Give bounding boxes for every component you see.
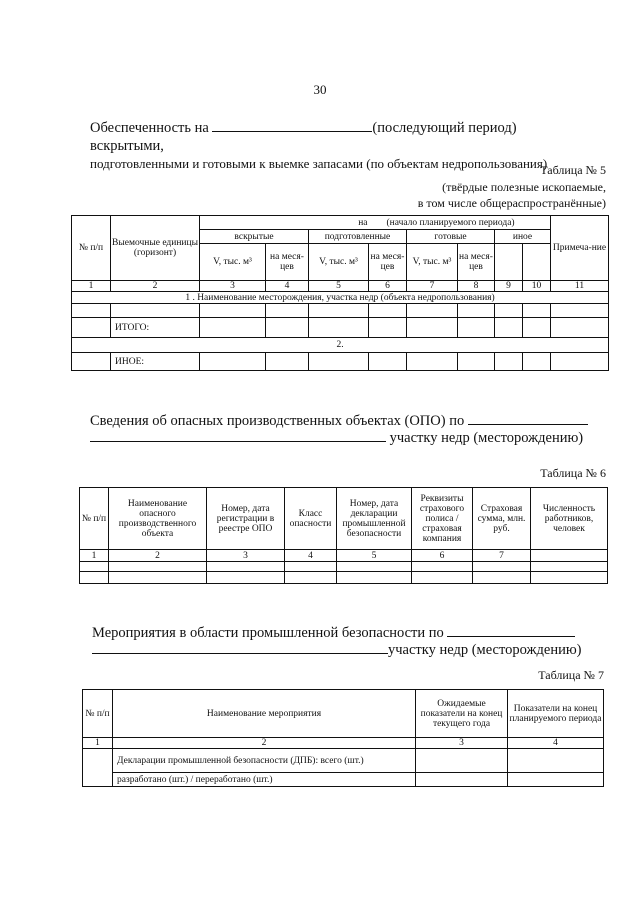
section6-blank1 xyxy=(468,424,588,425)
t5-h-num: № п/п xyxy=(72,216,111,281)
section6-heading-line1: Сведения об опасных производственных объектах (ОПО) по xyxy=(90,413,465,429)
t5-h-other-a xyxy=(495,244,523,281)
table6 xyxy=(79,487,608,584)
section7-heading xyxy=(92,624,602,642)
t7-colnum: 1 xyxy=(83,738,113,749)
t5-colnum: 3 xyxy=(200,281,266,292)
t6-h-reg: Номер, дата регистрации в реестре ОПО xyxy=(207,488,285,550)
t5-h-note: Примеча-ние xyxy=(551,216,609,281)
section6-heading-2 xyxy=(90,429,600,447)
t7-colnum: 3 xyxy=(416,738,508,749)
t5-colnum: 4 xyxy=(266,281,309,292)
page-number: 30 xyxy=(313,82,327,97)
t5-h-months: на меся-цев xyxy=(266,244,309,281)
t5-h-prepared: подготовленные xyxy=(309,230,407,244)
t5-h-other-b xyxy=(523,244,551,281)
t5-h-volume: V, тыс. м³ xyxy=(200,244,266,281)
table7 xyxy=(82,689,604,787)
t5-colnum: 9 xyxy=(495,281,523,292)
section7-heading-2 xyxy=(92,641,602,659)
t5-colnum: 11 xyxy=(551,281,609,292)
t5-row-total: ИТОГО: xyxy=(111,318,200,338)
section7-blank1 xyxy=(447,636,575,637)
section7-blank2 xyxy=(92,653,388,654)
t5-h-start: (начало планируемого периода) xyxy=(369,216,551,230)
t5-h-unit: Выемочные единицы (горизонт) xyxy=(111,216,200,281)
t6-h-class: Класс опасности xyxy=(285,488,337,550)
table5-note-line1: (твёрдые полезные ископаемые, xyxy=(442,180,606,194)
section6-heading-line2: участку недр (месторождению) xyxy=(389,430,584,446)
t5-colnum: 7 xyxy=(407,281,458,292)
t6-h-policy: Реквизиты страхового полиса / страховая компания xyxy=(412,488,473,550)
t5-colnum: 1 xyxy=(72,281,111,292)
t7-h-expected: Ожидаемые показатели на конец текущего года xyxy=(416,690,508,738)
t7-colnum: 2 xyxy=(113,738,416,749)
t7-h-name: Наименование мероприятия xyxy=(113,690,416,738)
t6-colnum: 2 xyxy=(109,550,207,562)
t5-h-na: на xyxy=(200,216,369,230)
t7-colnum: 4 xyxy=(508,738,604,749)
t5-colnum: 10 xyxy=(523,281,551,292)
t6-colnum xyxy=(531,550,608,562)
table7-label: Таблица № 7 xyxy=(538,668,604,682)
t6-colnum: 4 xyxy=(285,550,337,562)
t5-colnum: 2 xyxy=(111,281,200,292)
table5-note-line2: в том числе общераспространённые) xyxy=(417,196,606,210)
t5-h-volume: V, тыс. м³ xyxy=(407,244,458,281)
t5-row-other: ИНОЕ: xyxy=(111,353,200,371)
section5-heading-line2: подготовленными и готовыми к выемке запасами (по объектам недропользования) xyxy=(90,156,548,171)
t6-colnum: 5 xyxy=(337,550,412,562)
table6-label: Таблица № 6 xyxy=(540,466,606,480)
t5-h-ready: готовые xyxy=(407,230,495,244)
section7-heading-line1: Мероприятия в области промышленной безопасности по xyxy=(92,625,444,641)
t7-row-developed: разработано (шт.) / переработано (шт.) xyxy=(113,773,416,787)
t5-h-months: на меся-цев xyxy=(458,244,495,281)
section6-heading xyxy=(90,412,600,430)
t6-colnum: 7 xyxy=(473,550,531,562)
t5-colnum: 8 xyxy=(458,281,495,292)
period-blank xyxy=(212,131,372,132)
t5-row-deposit: 1 . Наименование месторождения, участка недр (объекта недропользования) xyxy=(72,292,609,304)
t7-h-planned: Показатели на конец планируемого периода xyxy=(508,690,604,738)
t5-h-other: иное xyxy=(495,230,551,244)
t7-row-declarations: Декларации промышленной безопасности (ДПБ): всего (шт.) xyxy=(113,749,416,773)
t5-colnum: 5 xyxy=(309,281,369,292)
t6-colnum: 3 xyxy=(207,550,285,562)
section7-heading-line2: участку недр (месторождению) xyxy=(388,642,582,658)
t6-h-name: Наименование опасного производственного объекта xyxy=(109,488,207,550)
section5-heading-pre: Обеспеченность на xyxy=(90,120,213,136)
table5 xyxy=(71,215,609,371)
section6-blank2 xyxy=(90,441,386,442)
t6-h-decl: Номер, дата декларации промышленной безопасности xyxy=(337,488,412,550)
t6-colnum: 6 xyxy=(412,550,473,562)
t7-h-num: № п/п xyxy=(83,690,113,738)
t6-colnum: 1 xyxy=(80,550,109,562)
section5-heading-post: (последующий период) вскрытыми, xyxy=(90,120,517,154)
t5-colnum: 6 xyxy=(369,281,407,292)
t5-h-volume: V, тыс. м³ xyxy=(309,244,369,281)
t5-h-months: на меся-цев xyxy=(369,244,407,281)
t6-h-sum: Страховая сумма, млн. руб. xyxy=(473,488,531,550)
table5-label: Таблица № 5 xyxy=(540,163,606,177)
t5-row-2: 2. xyxy=(72,338,609,353)
t5-h-opened: вскрытые xyxy=(200,230,309,244)
t6-h-staff: Численность работников, человек xyxy=(531,488,608,550)
t6-h-num: № п/п xyxy=(80,488,109,550)
